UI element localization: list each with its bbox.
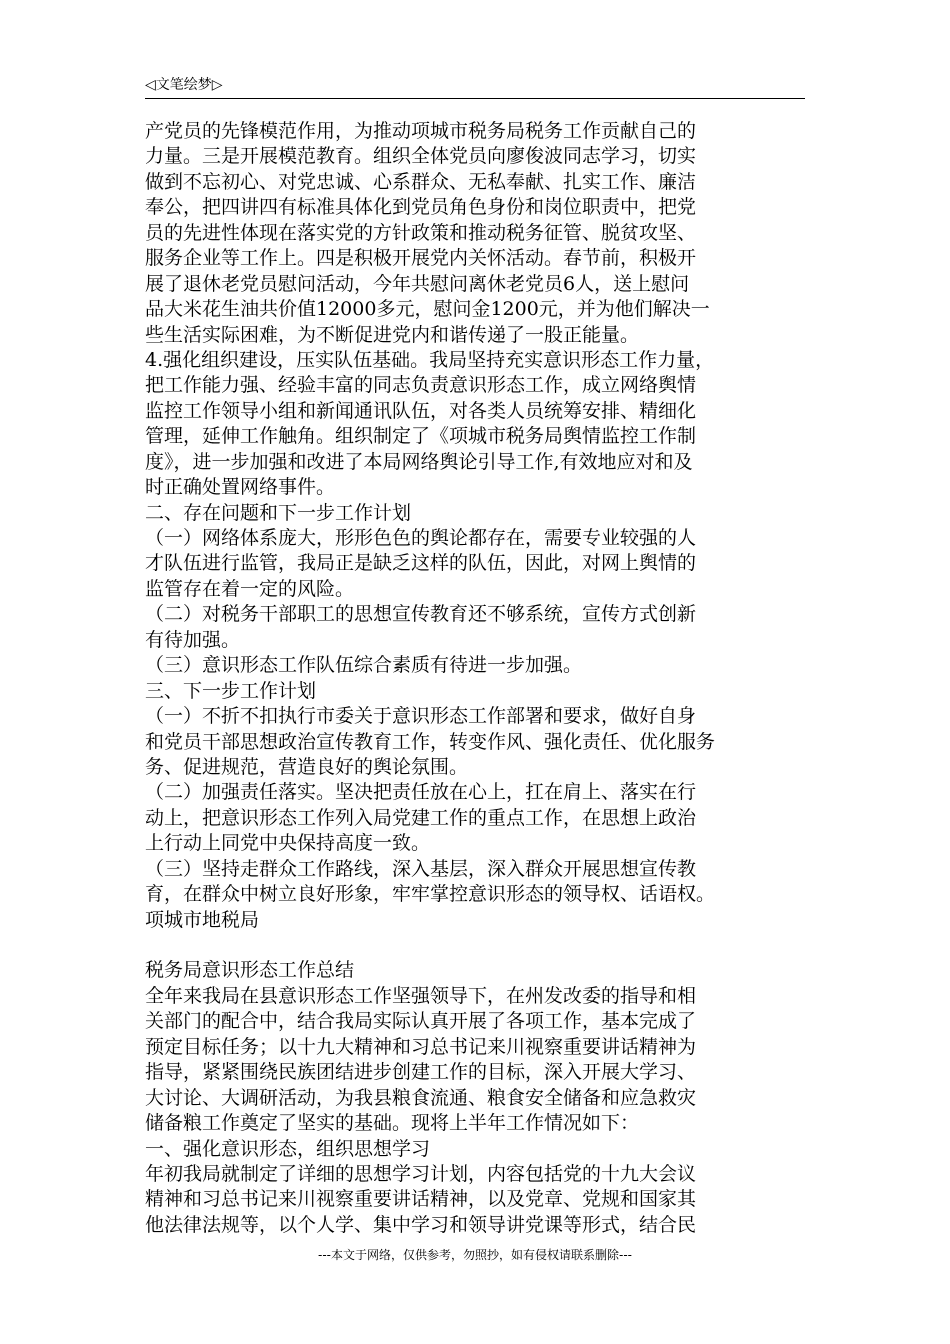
text-line: 年初我局就制定了详细的思想学习计划，内容包括党的十九大会议 (145, 1162, 697, 1185)
text-line: （二）对税务干部职工的思想宣传教育还不够系统，宣传方式创新 (145, 603, 697, 626)
text-line: 监控工作领导小组和新闻通讯队伍，对各类人员统筹安排、精细化 (145, 399, 697, 422)
text-line: 和党员干部思想政治宣传教育工作，转变作风、强化责任、优化服务 (145, 730, 716, 753)
text-line: （三）坚持走群众工作路线，深入基层，深入群众开展思想宣传教 (145, 857, 697, 880)
text-line: （三）意识形态工作队伍综合素质有待进一步加强。 (145, 654, 583, 677)
blank-line (145, 933, 815, 958)
text-line: 把工作能力强、经验丰富的同志负责意识形态工作，成立网络舆情 (145, 374, 697, 397)
text-line: 监管存在着一定的风险。 (145, 577, 355, 600)
section-heading: 二、存在问题和下一步工作计划 (145, 501, 412, 524)
text-line: 储备粮工作奠定了坚实的基础。现将上半年工作情况如下： (145, 1112, 640, 1135)
text-line: 育，在群众中树立良好形象，牢牢掌控意识形态的领导权、话语权。 (145, 883, 716, 906)
text-line: 动上，把意识形态工作列入局党建工作的重点工作，在思想上政治 (145, 806, 697, 829)
text-line: 度》，进一步加强和改进了本局网络舆论引导工作,有效地应对和及 (145, 450, 693, 473)
text-line: 力量。三是开展模范教育。组织全体党员向廖俊波同志学习，切实 (145, 145, 697, 168)
text-line: （一）网络体系庞大，形形色色的舆论都存在，需要专业较强的人 (145, 527, 697, 549)
signature-line: 项城市地税局 (145, 908, 260, 931)
text-line: 产党员的先锋模范作用，为推动项城市税务局税务工作贡献自己的 (145, 120, 697, 142)
section-heading: 三、下一步工作计划 (145, 679, 317, 702)
page-footer: ---本文于网络，仅供参考，勿照抄，如有侵权请联系删除--- (318, 1248, 632, 1262)
text-line: 才队伍进行监管，我局正是缺乏这样的队伍，因此，对网上舆情的 (145, 552, 697, 575)
text-line: 展了退休老党员慰问活动，今年共慰问离休老党员6人，送上慰问 (145, 272, 690, 295)
text-line: 精神和习总书记来川视察重要讲话精神，以及党章、党规和国家其 (145, 1188, 697, 1211)
header-title: ◁文笔绘梦▷ (145, 77, 223, 93)
text-line: 预定目标任务；以十九大精神和习总书记来川视察重要讲话精神为 (145, 1035, 697, 1058)
page-header (145, 72, 805, 99)
text-line: 品大米花生油共价值12000多元，慰问金1200元，并为他们解决一 (145, 298, 710, 321)
text-line: 做到不忘初心、对党忠诚、心系群众、无私奉献、扎实工作、廉洁 (145, 170, 697, 193)
text-line: 关部门的配合中，结合我局实际认真开展了各项工作，基本完成了 (145, 1010, 697, 1033)
text-line: 员的先进性体现在落实党的方针政策和推动税务征管、脱贫攻坚、 (145, 221, 697, 244)
text-line: 有待加强。 (145, 628, 241, 651)
section-heading: 一、强化意识形态，组织思想学习 (145, 1137, 431, 1160)
text-line: （二）加强责任落实。坚决把责任放在心上，扛在肩上、落实在行 (145, 781, 697, 804)
text-line: 指导，紧紧围绕民族团结进步创建工作的目标，深入开展大学习、 (145, 1061, 697, 1084)
text-line: 服务企业等工作上。四是积极开展党内关怀活动。春节前，积极开 (145, 247, 697, 270)
text-line: （一）不折不扣执行市委关于意识形态工作部署和要求，做好自身 (145, 705, 697, 728)
text-line: 他法律法规等，以个人学、集中学习和领导讲党课等形式，结合民 (145, 1213, 697, 1236)
text-line: 全年来我局在县意识形态工作坚强领导下，在州发改委的指导和相 (145, 984, 697, 1007)
text-line: 些生活实际困难，为不断促进党内和谐传递了一股正能量。 (145, 323, 640, 346)
text-line: 大讨论、大调研活动，为我县粮食流通、粮食安全储备和应急救灾 (145, 1086, 697, 1109)
text-line: 奉公，把四讲四有标准具体化到党员角色身份和岗位职责中，把党 (145, 196, 697, 219)
text-line: 时正确处置网络事件。 (145, 476, 336, 499)
text-line: 上行动上同党中央保持高度一致。 (145, 832, 431, 855)
document-body (145, 119, 815, 1238)
text-line: 管理，延伸工作触角。组织制定了《项城市税务局舆情监控工作制 (145, 425, 697, 448)
document-title: 税务局意识形态工作总结 (145, 959, 355, 982)
text-line: 4.强化组织建设，压实队伍基础。我局坚持充实意识形态工作力量， (145, 348, 715, 371)
text-line: 务、促进规范，营造良好的舆论氛围。 (145, 755, 469, 778)
